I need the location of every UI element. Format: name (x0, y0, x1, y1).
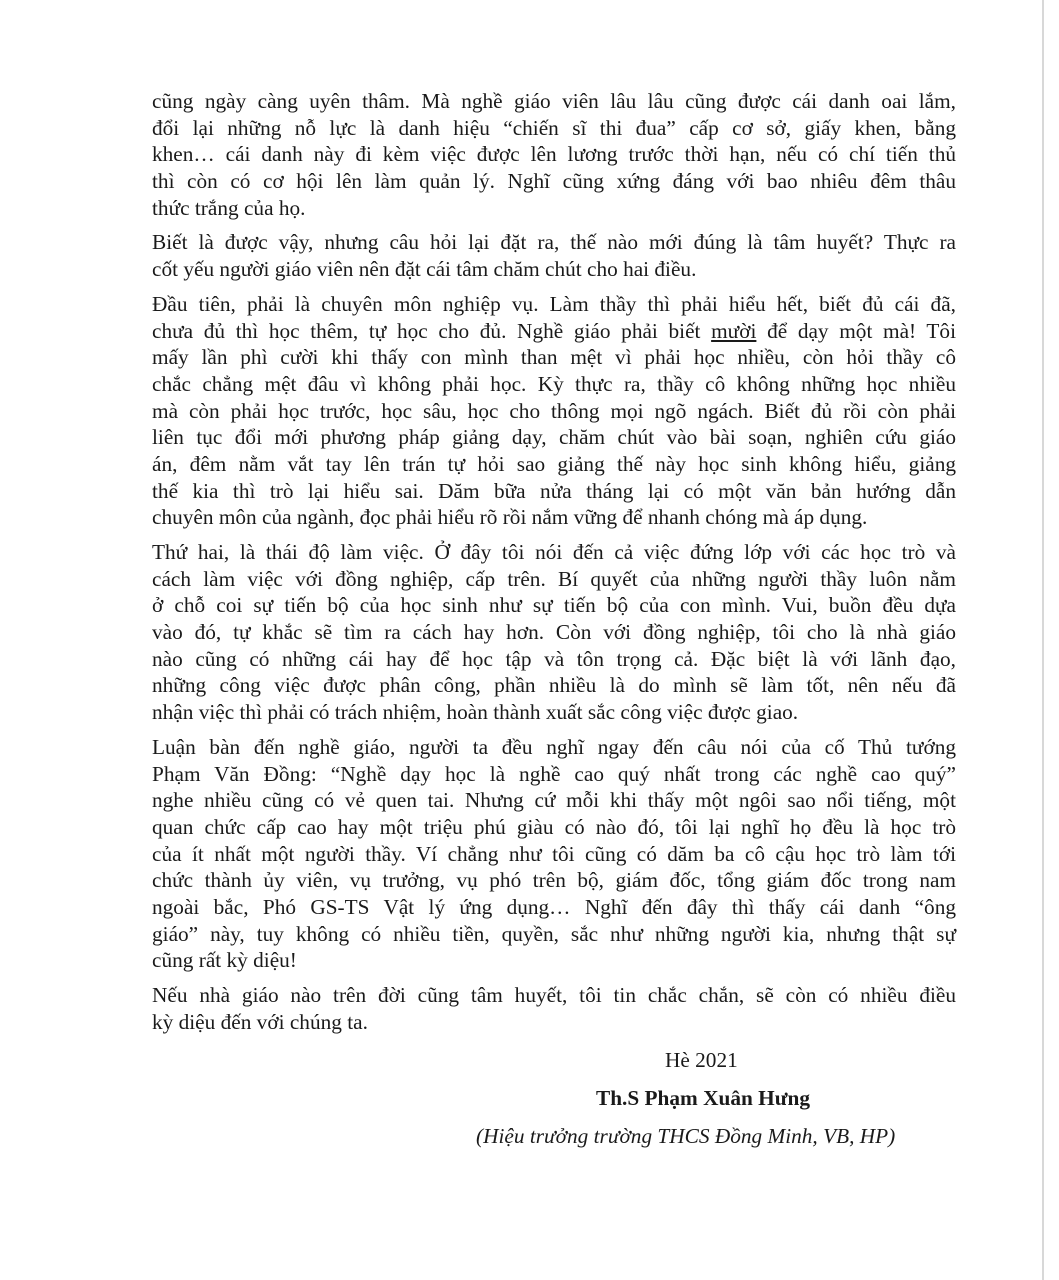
paragraph (152, 88, 956, 221)
text-line: kỳ diệu đến với chúng ta. (152, 1009, 368, 1034)
text-line: ngoài bắc, Phó GS-TS Vật lý ứng dụng… Nghĩ đến đây thì thấy cái danh “ông (152, 894, 956, 919)
text-line: ở chỗ coi sự tiến bộ của học sinh như sự tiến bộ của con mình. Vui, buồn đều dựa (152, 593, 956, 618)
text-line: mấy lần phì cười khi thấy con mình than mệt vì phải học nhiều, còn hỏi thầy cô (152, 345, 956, 370)
signature-role: (Hiệu trưởng trường THCS Đồng Minh, VB, HP) (476, 1124, 896, 1148)
text-line: Phạm Văn Đồng: “Nghề dạy học là nghề cao quý nhất trong các nghề cao quý” (152, 761, 956, 786)
paragraph (152, 539, 956, 726)
text-line: án, đêm nằm vắt tay lên trán tự hỏi sao giảng thế này học sinh không hiểu, giảng (152, 451, 956, 476)
text-line: những công việc được phân công, phần nhiều là do mình sẽ làm tốt, nên nếu đã (152, 673, 956, 698)
text-line: chắc chẳng mệt đâu vì không phải học. Kỳ thực ra, thầy cô không những học nhiều (152, 371, 956, 396)
text-line: Luận bàn đến nghề giáo, người ta đều nghĩ ngay đến câu nói của cố Thủ tướng (152, 734, 956, 759)
text-line: đổi lại những nỗ lực là danh hiệu “chiến sĩ thi đua” cấp cơ sở, giấy khen, bằng (152, 115, 956, 140)
paragraph (152, 982, 956, 1035)
text-line: thức trắng của họ. (152, 195, 306, 220)
text-line: nào cũng có những cái hay để học tập và tôn trọng cả. Đặc biệt là với lãnh đạo, (152, 646, 956, 671)
text-line: cũng rất kỳ diệu! (152, 948, 297, 973)
paragraph (152, 291, 956, 531)
text-line: thì còn có cơ hội lên làm quản lý. Nghĩ cũng xứng đáng với bao nhiêu đêm thâu (152, 169, 956, 194)
article-body (152, 88, 956, 1043)
text-line: thế kia thì trò lại hiểu sai. Dăm bữa nửa tháng lại có một văn bản hướng dẫn (152, 478, 956, 503)
paragraph (152, 229, 956, 282)
paragraph (152, 734, 956, 974)
text-line: nhận việc thì phải có trách nhiệm, hoàn thành xuất sắc công việc được giao. (152, 700, 799, 725)
text-line: Thứ hai, là thái độ làm việc. Ở đây tôi nói đến cả việc đứng lớp với các học trò và (152, 540, 956, 564)
text-line: cũng ngày càng uyên thâm. Mà nghề giáo viên lâu lâu cũng được cái danh oai lắm, (152, 89, 956, 113)
text-segment: chưa đủ thì học thêm, tự học cho đủ. Nghề giáo phải biết (152, 318, 712, 343)
text-line: liên tục đổi mới phương pháp giảng dạy, chăm chút vào bài soạn, nghiên cứu giáo (152, 425, 956, 450)
text-line: giáo” này, tuy không có nhiều tiền, quyền, sắc như những người kia, nhưng thật sự (152, 921, 956, 946)
text-line: Biết là được vậy, nhưng câu hỏi lại đặt ra, thế nào mới đúng là tâm huyết? Thực ra (152, 230, 956, 255)
text-line (152, 318, 956, 345)
text-line: quan chức cấp cao hay một triệu phú giàu có nào đó, tôi lại nghĩ họ đều là học trò (152, 814, 956, 839)
text-line: vào đó, tự khắc sẽ tìm ra cách hay hơn. Còn với đồng nghiệp, tôi cho là nhà giáo (152, 620, 956, 645)
underlined-word: mười (711, 318, 757, 343)
signature-date: Hè 2021 (665, 1048, 738, 1072)
text-line: khen… cái danh này đi kèm việc được lên lương trước thời hạn, nếu có chí tiến thủ (152, 142, 956, 167)
text-line: chuyên môn của ngành, đọc phải hiểu rõ rồi nắm vững để nhanh chóng mà áp dụng. (152, 505, 868, 530)
text-line: Nếu nhà giáo nào trên đời cũng tâm huyết, tôi tin chắc chắn, sẽ còn có nhiều điều (152, 983, 956, 1007)
text-line: mà còn phải học trước, học sâu, học cho thông mọi ngõ ngách. Biết đủ rồi còn phải (152, 398, 956, 423)
text-line: chức thành ủy viên, vụ trưởng, vụ phó trên bộ, giám đốc, tổng giám đốc trong nam (152, 868, 956, 893)
text-line: nghe nhiều cũng có vẻ quen tai. Nhưng cứ mỗi khi thấy một ngôi sao nổi tiếng, một (152, 788, 956, 813)
signature-author: Th.S Phạm Xuân Hưng (596, 1086, 810, 1110)
text-segment: để dạy một mà! Tôi (756, 318, 956, 343)
text-line: Đầu tiên, phải là chuyên môn nghiệp vụ. Làm thầy thì phải hiểu hết, biết đủ cái đã, (152, 291, 956, 316)
text-line: cốt yếu người giáo viên nên đặt cái tâm chăm chút cho hai điều. (152, 257, 697, 282)
text-line: cách làm việc với đồng nghiệp, cấp trên. Bí quyết của những người thầy luôn nằm (152, 566, 956, 591)
text-line: của ít nhất một người thầy. Ví chẳng như tôi cũng có dăm ba cô cậu học trò làm tới (152, 841, 956, 866)
